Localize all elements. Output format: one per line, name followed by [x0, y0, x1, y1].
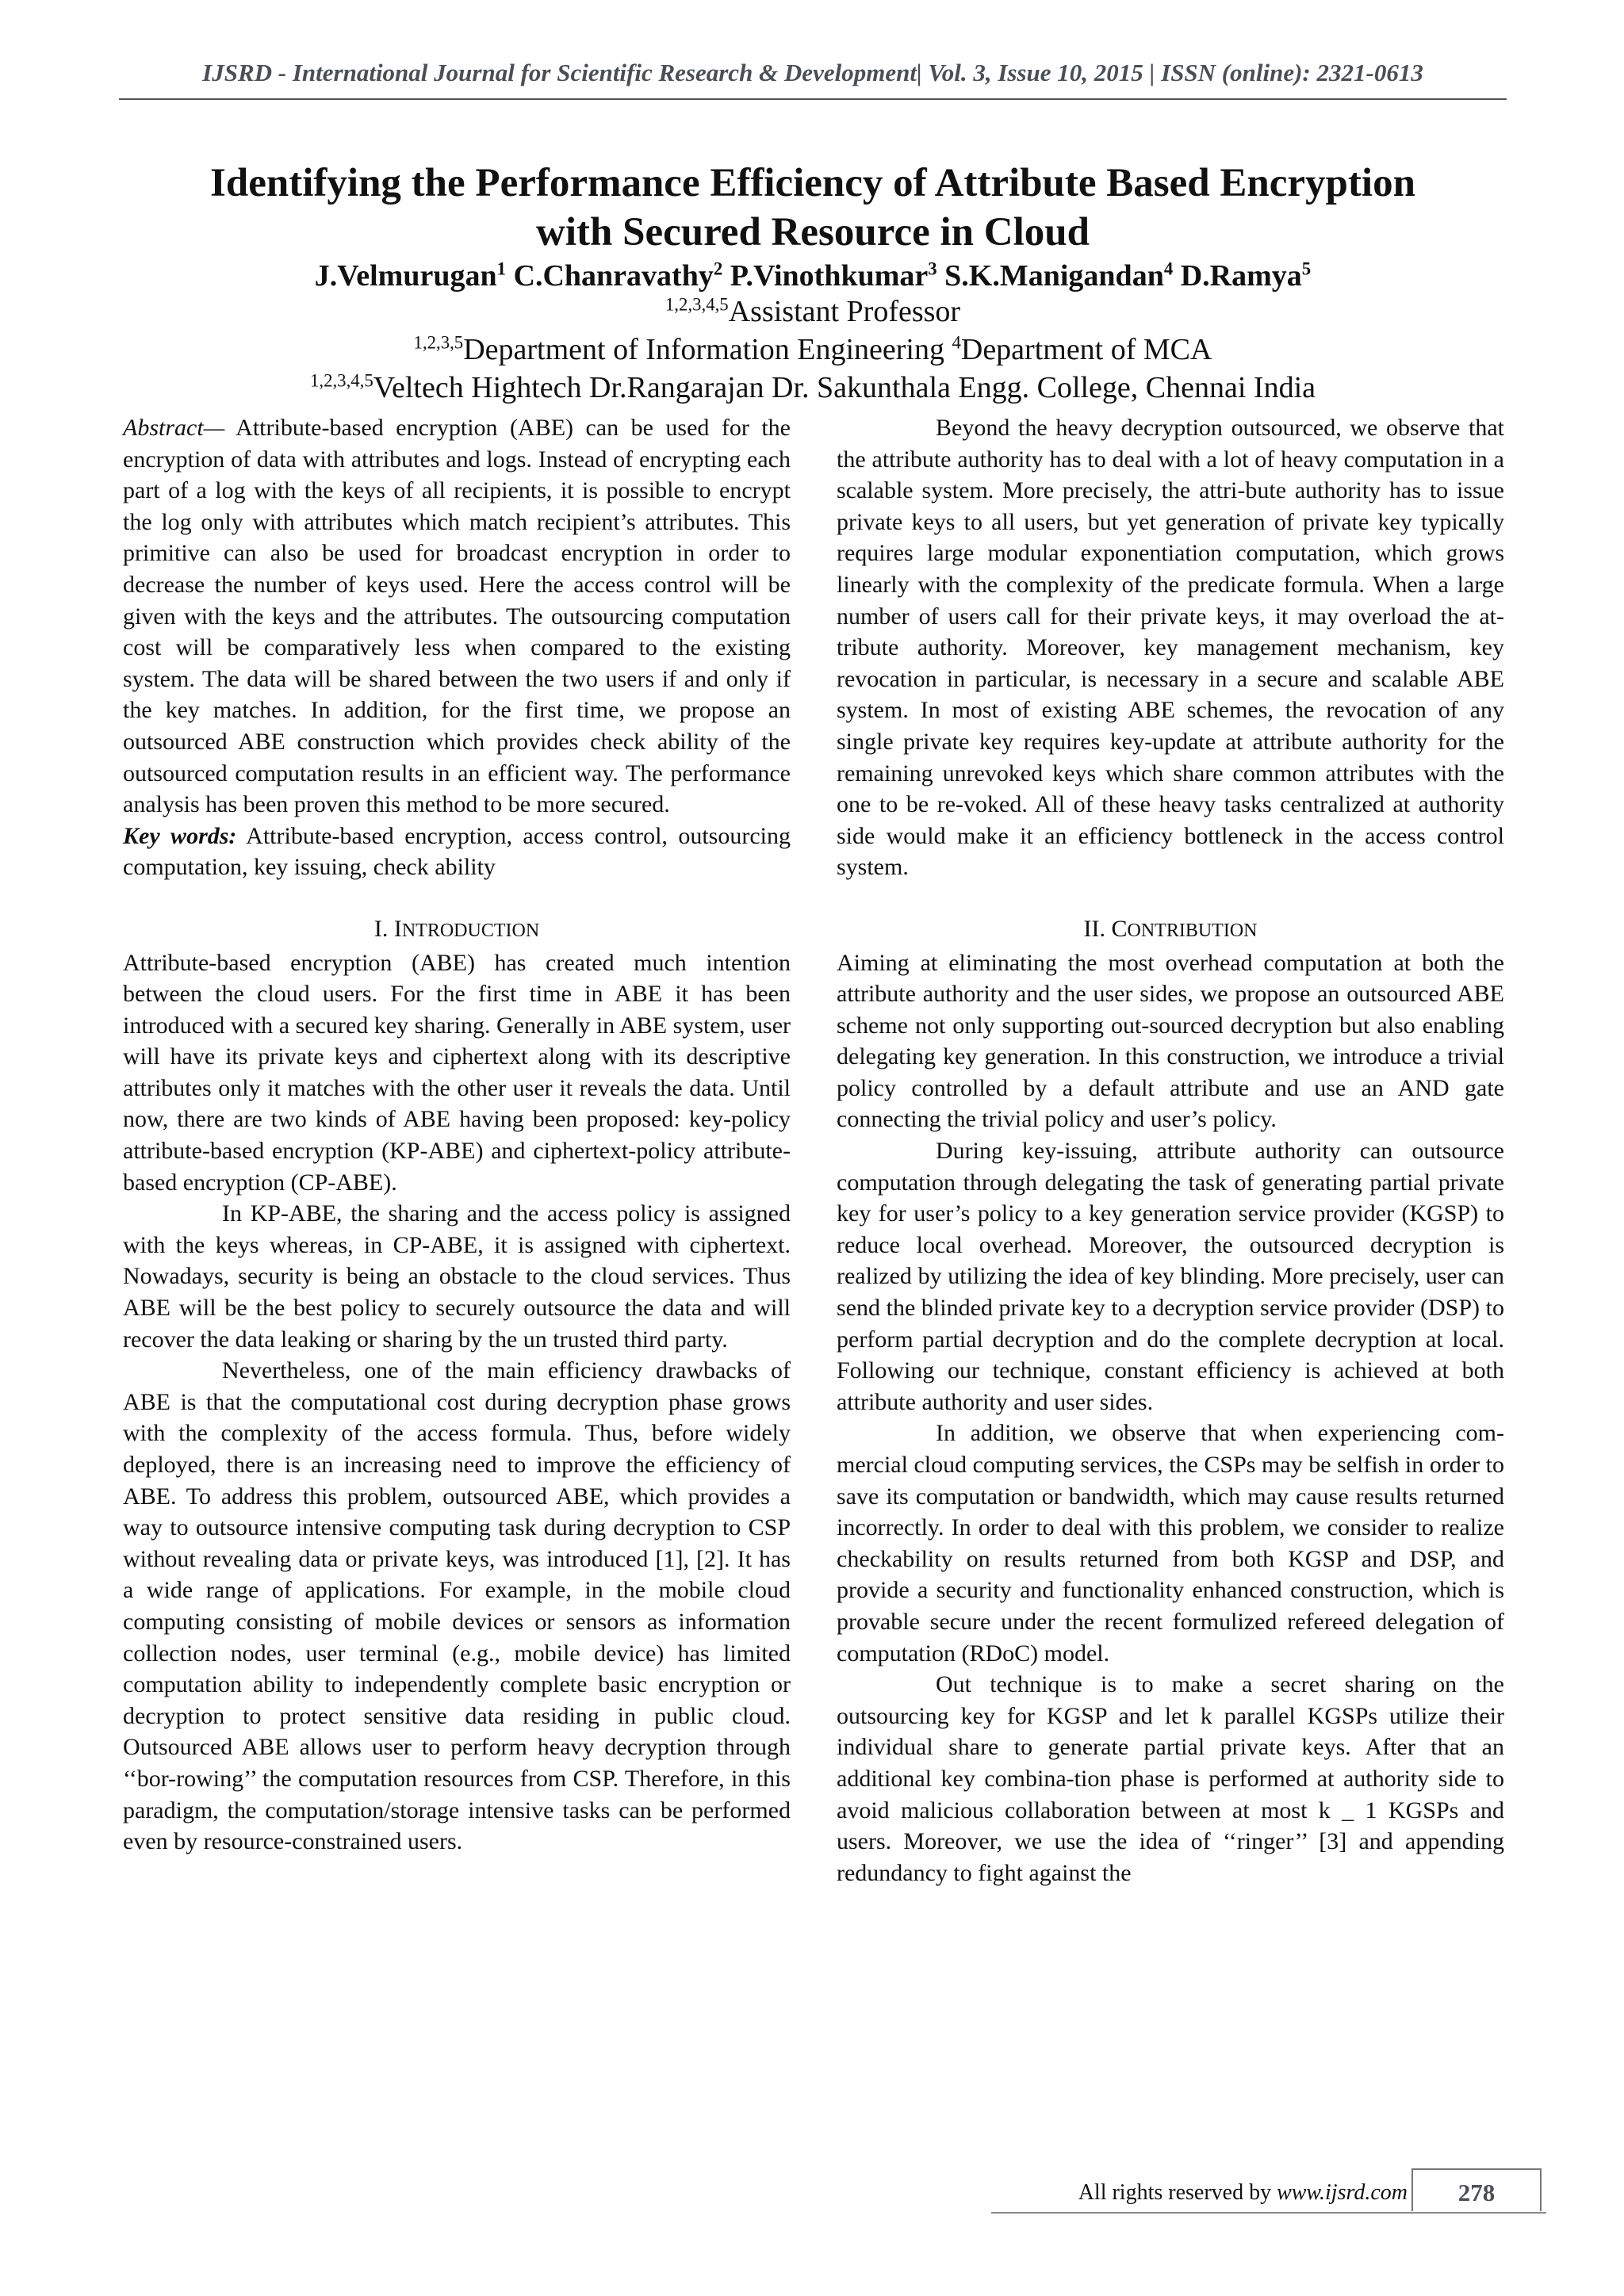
- affiliation-mark: 1,2,3,4,5: [309, 370, 373, 391]
- left-column: [123, 412, 791, 1858]
- footer-link[interactable]: www.ijsrd.com: [1277, 2180, 1408, 2205]
- affiliation-text: Veltech Hightech Dr.Rangarajan Dr. Sakunthala Engg. College, Chennai India: [373, 371, 1316, 404]
- section-heading-contribution: [837, 913, 1504, 947]
- paragraph: Aiming at eliminating the most overhead computation at both the attribute authority and the user sides, we propose an outsourced ABE scheme not only supporting out-sourced decryption but also enabling delegating key generation. In this construction, we introduce a trivial policy controlled by a default attribute and use an AND gate connecting the trivial policy and user’s policy.: [837, 949, 1504, 1133]
- paragraph: Nevertheless, one of the main efficiency drawbacks of ABE is that the computational cost during decryption phase grows with the complexity of the access formula. Thus, before widely deployed, there is an increasing need to improve the efficiency of ABE. To address this problem, outsourced ABE, which provides a way to outsource intensive computing task during decryption to CSP without revealing data or private keys, was introduced [1], [2]. It has a wide range of applications. For example, in the mobile cloud computing consisting of mobile devices or sensors as information collection nodes, user terminal (e.g., mobile device) has limited computation ability to independently complete basic encryption or decryption to protect sensitive data residing in public cloud. Outsourced ABE allows user to perform heavy decryption through ‘‘bor-rowing’’ the computation resources from CSP. Therefore, in this paradigm, the computation/storage intensive tasks can be performed even by resource-constrained users.: [123, 1357, 791, 1855]
- abstract-text: Attribute-based encryption (ABE) can be used for the encryption of data with attributes and logs. Instead of encrypting each part of a log with the keys of all recipients, it is possible to encrypt the log only with attributes which match recipient’s attributes. This primitive can also be used for broadcast encryption in order to decrease the number of keys used. Here the access control will be given with the keys and the attributes. The outsourcing computation cost will be comparatively less when compared to the existing system. The data will be shared between the two users if and only if the key matches. In addition, for the first time, we propose an outsourced ABE construction which provides check ability of the outsourced computation results in an efficient way. The performance analysis has been proven this method to be more secured.: [123, 415, 791, 818]
- paragraph: In KP-ABE, the sharing and the access policy is assigned with the keys whereas, in CP-ABE, it is assigned with ciphertext. Nowadays, security is being an obstacle to the cloud services. Thus ABE will be the best policy to securely outsource the data and will recover the data leaking or sharing by the un trusted third party.: [123, 1200, 791, 1353]
- affiliation-mark: 1,2,3,4,5: [665, 294, 729, 315]
- footer-text: All rights reserved by: [1078, 2180, 1277, 2205]
- footer-rights: [1031, 2180, 1408, 2206]
- paragraph: During key-issuing, attribute authority can outsource computation through delegating the task of generating partial private key for user’s policy to a key generation service provider (KGSP) to reduce local overhead. Moreover, the outsourced decryption is realized by utilizing the idea of key blinding. More precisely, user can send the blinded private key to a decryption service provider (DSP) to perform partial decryption and do the complete decryption at local. Following our technique, constant efficiency is achieved at both attribute authority and user sides.: [837, 1138, 1504, 1415]
- affiliation-text: Department of MCA: [960, 333, 1212, 366]
- affiliation-institution: [119, 369, 1507, 406]
- author-name: P.Vinothkumar: [730, 259, 929, 293]
- affiliation-department: [119, 331, 1507, 368]
- author-name: C.Chanravathy: [513, 259, 714, 293]
- affiliation-position: [119, 293, 1507, 330]
- author-affiliation-mark: 1: [496, 258, 507, 279]
- section-title: NTRODUCTION: [401, 920, 540, 941]
- author-affiliation-mark: 4: [1163, 258, 1174, 279]
- journal-header: IJSRD - International Journal for Scientific Research & Development| Vol. 3, Issue 10, 2015 | ISSN (online): 2321-0613: [202, 59, 1423, 86]
- title-line-2: with Secured Resource in Cloud: [536, 210, 1090, 254]
- keywords-label: Key words:: [123, 822, 237, 849]
- paragraph: Beyond the heavy decryption outsourced, we observe that the attribute authority has to deal with a lot of heavy computation in a scalable system. More precisely, the attri-bute authority has to issue private keys to all users, but yet generation of private key typically requires large modular exponentiation computation, which grows linearly with the complexity of the predicate formula. When a large number of users call for their private keys, it may overload the at-tribute authority. Moreover, key management mechanism, key revocation in particular, is necessary in a secure and scalable ABE system. In most of existing ABE schemes, the revocation of any single private key requires key-update at attribute authority for the remaining unrevoked keys which share common attributes with the one to be re-voked. All of these heavy tasks centralized at authority side would make it an efficiency bottleneck in the access control system.: [837, 415, 1504, 881]
- right-column: [837, 412, 1504, 1888]
- abstract-label: Abstract—: [123, 415, 225, 441]
- spacer: [837, 883, 1504, 913]
- section-title: ONTRIBUTION: [1127, 920, 1258, 941]
- keywords: [123, 821, 791, 883]
- section-heading-introduction: [123, 913, 791, 947]
- paper-title: [119, 159, 1507, 257]
- paragraph: Attribute-based encryption (ABE) has created much intention between the cloud users. For the first time in ABE it has been introduced with a secured key sharing. Generally in ABE system, user will have its private keys and ciphertext along with its descriptive attributes only it matches with the other user it reveals the data. Until now, there are two kinds of ABE having been proposed: key-policy attribute-based encryption (KP-ABE) and ciphertext-policy attribute-based encryption (CP-ABE).: [123, 949, 791, 1196]
- page-number: 278: [1411, 2168, 1542, 2211]
- author-affiliation-mark: 5: [1301, 258, 1312, 279]
- section-initial: C: [1111, 915, 1128, 942]
- paragraph: Out technique is to make a secret sharing on the outsourcing key for KGSP and let k parallel KGSPs utilize their individual share to generate partial private keys. After that an additional key combina-tion phase is performed at authority side to avoid malicious collaboration between at most k _ 1 KGSPs and users. Moreover, we use the idea of ‘‘ringer’’ [3] and appending redundancy to fight against the: [837, 1671, 1504, 1886]
- affiliation-text: Department of Information Engineering: [463, 333, 952, 366]
- author-name: J.Velmurugan: [314, 259, 497, 293]
- author-name: D.Ramya: [1180, 259, 1302, 293]
- author-name: S.K.Manigandan: [944, 259, 1164, 293]
- affiliation-mark: 4: [952, 332, 961, 353]
- header-divider: [119, 98, 1507, 100]
- spacer: [123, 883, 791, 913]
- author-affiliation-mark: 3: [928, 258, 937, 279]
- author-list: [119, 258, 1507, 293]
- section-number: I.: [373, 915, 394, 942]
- section-number: II.: [1083, 915, 1112, 942]
- section-initial: I: [393, 915, 402, 942]
- affiliation-mark: 1,2,3,5: [413, 332, 464, 353]
- abstract: [123, 412, 791, 821]
- affiliation-text: Assistant Professor: [728, 295, 961, 328]
- author-affiliation-mark: 2: [713, 258, 723, 279]
- paragraph: In addition, we observe that when experiencing com-mercial cloud computing services, the CSPs may be selfish in order to save its computation or bandwidth, which may cause results returned incorrectly. In order to deal with this problem, we consider to realize checkability on results returned from both KGSP and DSP, and provide a security and functionality enhanced construction, which is provable secure under the recent formulized refereed delegation of computation (RDoC) model.: [837, 1420, 1504, 1667]
- keywords-text: Attribute-based encryption, access control, outsourcing computation, key issuing, check ability: [123, 822, 791, 881]
- footer-divider: [991, 2212, 1546, 2214]
- title-line-1: Identifying the Performance Efficiency of Attribute Based Encryption: [210, 161, 1415, 205]
